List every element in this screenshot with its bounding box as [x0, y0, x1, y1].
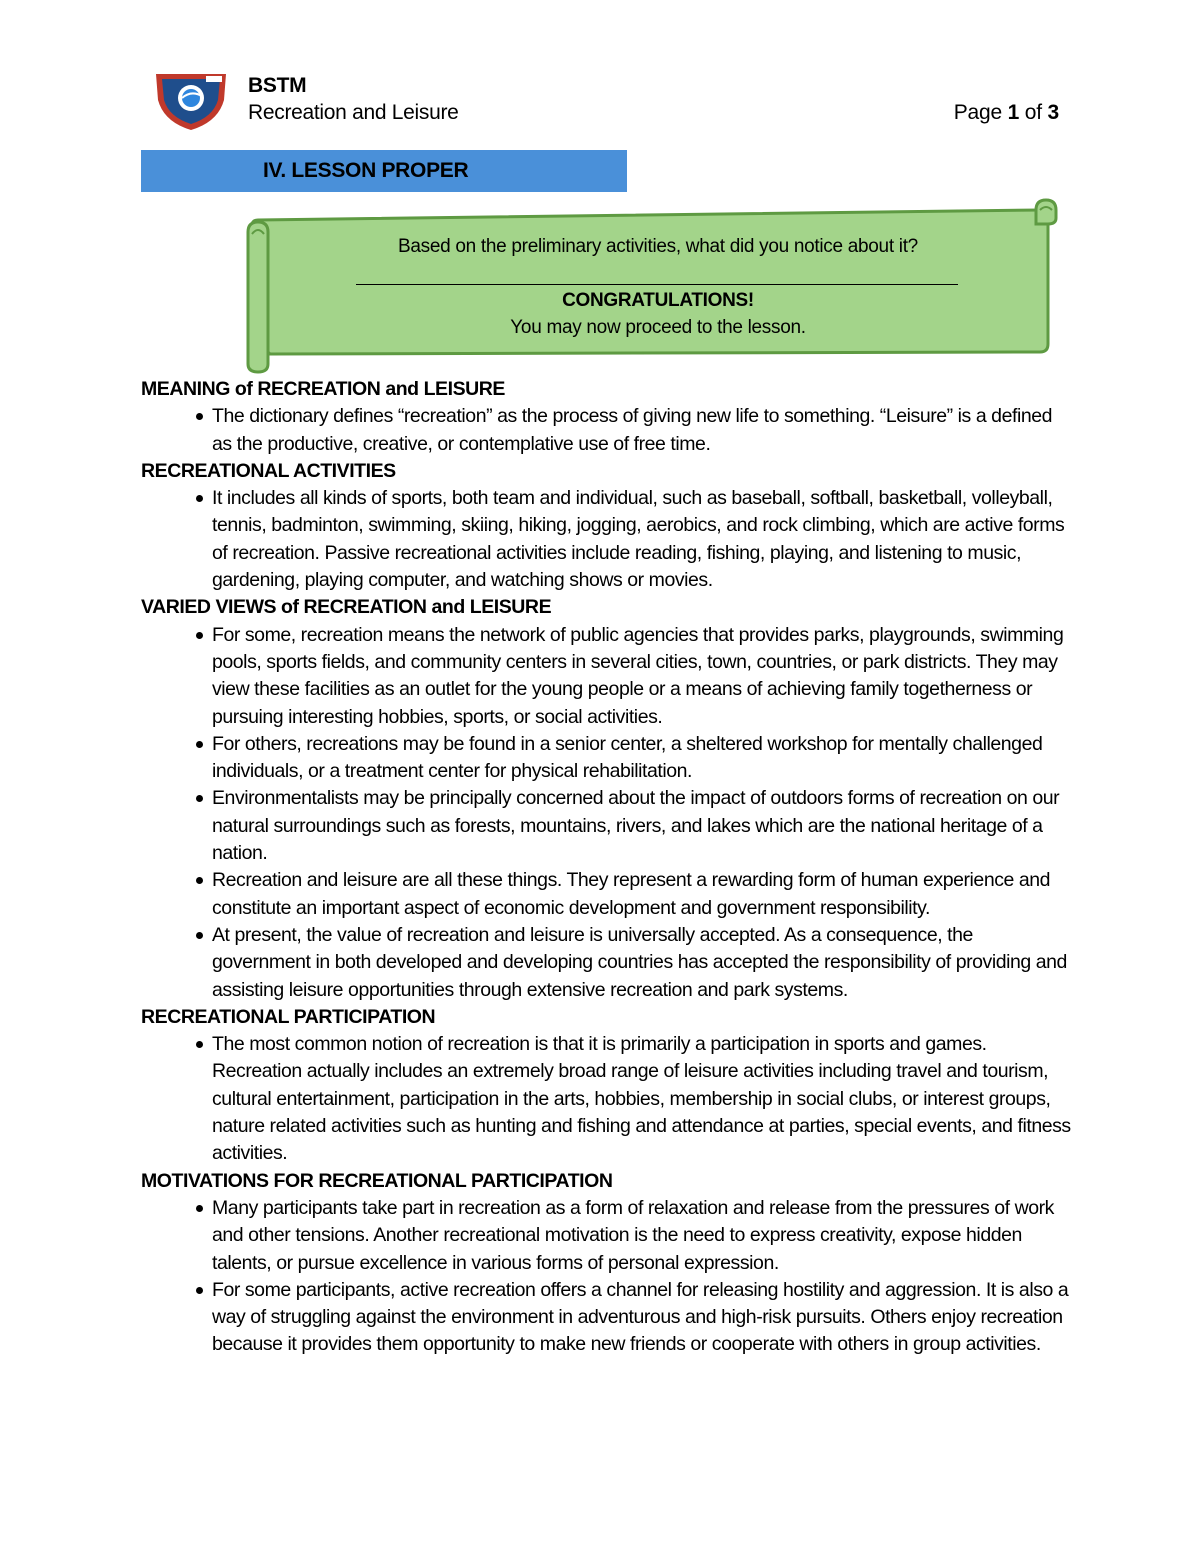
- page-total: 3: [1047, 101, 1059, 124]
- bullet-list: [141, 403, 1071, 458]
- section-heading: MEANING of RECREATION and LEISURE: [141, 378, 505, 400]
- list-item: Recreation and leisure are all these things. They represent a rewarding form of human experience and constitute an important aspect of economic development and government responsibility.: [141, 867, 1071, 922]
- list-item: The most common notion of recreation is that it is primarily a participation in sports and games. Recreation actually includes an extremely broad range of leisure activities including travel and tourism, cultural entertainment, participation in the arts, hobbies, membership in social clubs, or interest groups, nature related activities such as hunting and fishing and attendance at parties, special events, and fitness activities.: [141, 1031, 1071, 1167]
- answer-line: [356, 284, 958, 285]
- school-shield-logo-icon: [152, 70, 230, 132]
- bullet-list: [141, 485, 1071, 594]
- header-org: BSTM: [248, 74, 307, 97]
- scroll-question: Based on the preliminary activities, what did you notice about it?: [398, 236, 918, 257]
- list-item: For some, recreation means the network of public agencies that provides parks, playgrounds, swimming pools, sports fields, and community centers in several cities, town, countries, or park districts. They may view these facilities as an outlet for the young people or a means of achieving family togetherness or pursuing interesting hobbies, sports, or social activities.: [141, 622, 1071, 731]
- page-of: of: [1024, 101, 1042, 124]
- bullet-list: [141, 1195, 1071, 1359]
- section-heading: MOTIVATIONS FOR RECREATIONAL PARTICIPATION: [141, 1169, 613, 1192]
- list-item: Many participants take part in recreation as a form of relaxation and release from the pressures of work and other tensions. Another recreational motivation is the need to express creativity, expose hidden talents, or pursue excellence in various forms of personal expression.: [141, 1195, 1071, 1277]
- lesson-content: [141, 376, 1071, 1359]
- page-current: 1: [1007, 101, 1020, 124]
- banner-title: IV. LESSON PROPER: [263, 159, 469, 182]
- scroll-proceed: You may now proceed to the lesson.: [510, 317, 806, 338]
- section-heading: RECREATIONAL PARTICIPATION: [141, 1005, 436, 1028]
- scroll-congrats: CONGRATULATIONS!: [562, 290, 754, 311]
- list-item: It includes all kinds of sports, both team and individual, such as baseball, softball, basketball, volleyball, tennis, badminton, swimming, skiing, hiking, jogging, aerobics, and rock climbing, which are active forms of recreation. Passive recreational activities include reading, fishing, playing, and listening to music, gardening, playing computer, and watching shows or movies.: [141, 485, 1071, 594]
- section-heading: VARIED VIEWS of RECREATION and LEISURE: [141, 596, 552, 619]
- header-subject: Recreation and Leisure: [248, 101, 459, 124]
- section-heading: RECREATIONAL ACTIVITIES: [141, 459, 396, 482]
- list-item: The dictionary defines “recreation” as the process of giving new life to something. “Leisure” is a defined as the productive, creative, or contemplative use of free time.: [141, 403, 1071, 458]
- page-number: [954, 101, 1059, 125]
- list-item: For some participants, active recreation offers a channel for releasing hostility and aggression. It is also a way of struggling against the environment in adventurous and high-risk pursuits. Others enjoy recreation because it provides them opportunity to make new friends or cooperate with others in group activities.: [141, 1277, 1071, 1359]
- list-item: For others, recreations may be found in a senior center, a sheltered workshop for mentally challenged individuals, or a treatment center for physical rehabilitation.: [141, 731, 1071, 786]
- section-banner: [141, 150, 627, 192]
- scroll-banner-shape: [240, 196, 1062, 376]
- bullet-list: [141, 622, 1071, 1004]
- list-item: Environmentalists may be principally concerned about the impact of outdoors forms of recreation on our natural surroundings such as forests, mountains, rivers, and lakes which are the national heritage of a nation.: [141, 785, 1071, 867]
- bullet-list: [141, 1031, 1071, 1167]
- page-prefix: Page: [953, 101, 1002, 124]
- list-item: At present, the value of recreation and leisure is universally accepted. As a consequence, the government in both developed and developing countries has accepted the responsibility of providing and assisting leisure opportunities through extensive recreation and park systems.: [141, 922, 1071, 1004]
